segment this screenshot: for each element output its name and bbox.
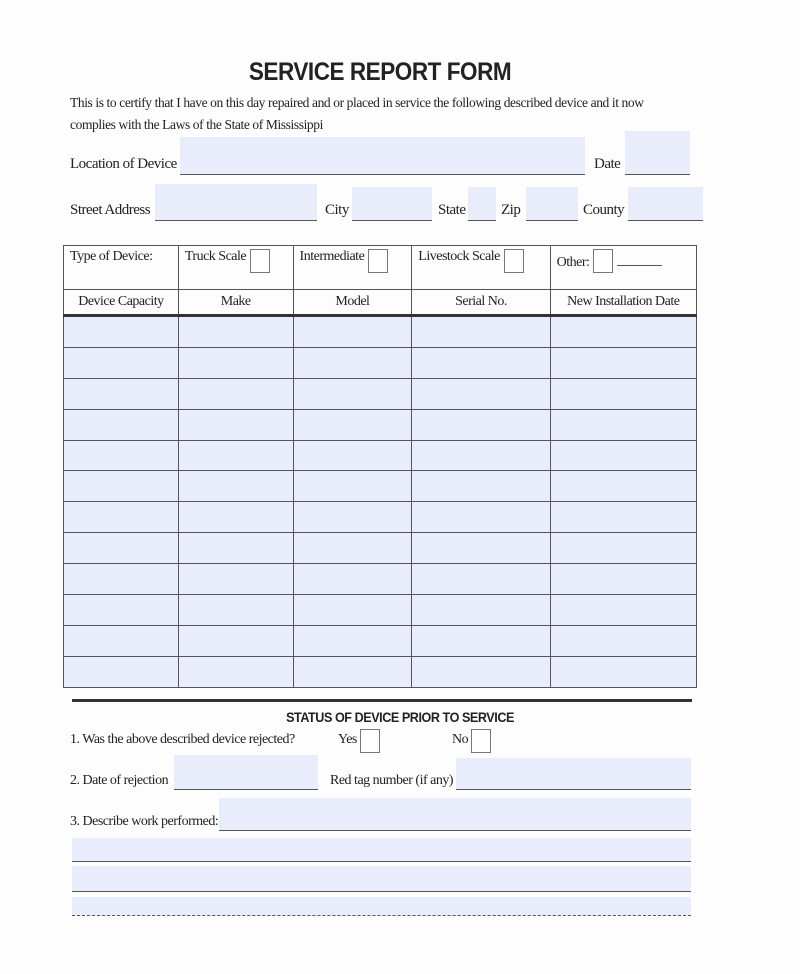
table-cell[interactable] [550,595,696,626]
table-row [64,440,697,471]
table-cell[interactable] [178,502,293,533]
intro-line-1: This is to certify that I have on this day repaired and or placed in service the following described device and it now [70,95,644,110]
table-cell[interactable] [550,533,696,564]
table-cell[interactable] [550,471,696,502]
table-cell[interactable] [412,533,550,564]
device-table [63,245,697,688]
status-heading: STATUS OF DEVICE PRIOR TO SERVICE [286,709,514,725]
table-row [64,471,697,502]
table-cell[interactable] [178,625,293,656]
table-cell[interactable] [178,533,293,564]
table-cell[interactable] [64,471,179,502]
table-cell[interactable] [64,378,179,409]
table-cell[interactable] [293,409,412,440]
red-tag-label: Red tag number (if any) [330,773,454,788]
work-performed-input-2[interactable] [72,838,691,862]
table-cell[interactable] [64,656,179,687]
table-cell[interactable] [64,595,179,626]
table-cell[interactable] [293,656,412,687]
table-row [64,595,697,626]
rejection-date-input[interactable] [174,755,318,790]
table-cell[interactable] [412,625,550,656]
county-input[interactable] [628,187,703,221]
street-label: Street Address [70,202,151,218]
table-row [64,625,697,656]
no-label: No [452,732,469,747]
intro-line-2: complies with the Laws of the State of Mississippi [70,117,323,132]
location-input[interactable] [180,137,585,175]
yes-checkbox[interactable] [360,729,380,753]
table-cell[interactable] [550,656,696,687]
table-cell[interactable] [178,564,293,595]
table-cell[interactable] [293,347,412,378]
q3-label: 3. Describe work performed: [70,814,219,829]
table-cell[interactable] [64,564,179,595]
table-cell[interactable] [412,502,550,533]
table-cell[interactable] [64,440,179,471]
table-cell[interactable] [178,409,293,440]
table-cell[interactable] [64,347,179,378]
page-title: SERVICE REPORT FORM [248,58,512,86]
city-input[interactable] [352,187,432,221]
red-tag-input[interactable] [456,758,691,790]
type-livestock [412,246,550,290]
table-cell[interactable] [550,440,696,471]
q2-label: 2. Date of rejection [70,773,169,788]
date-input[interactable] [625,131,690,175]
table-cell[interactable] [412,564,550,595]
work-performed-input-1[interactable] [219,798,691,831]
state-label: State [438,202,466,218]
table-cell[interactable] [293,595,412,626]
table-row [64,409,697,440]
col-install-date: New Installation Date [550,290,696,316]
col-device-capacity: Device Capacity [64,290,179,316]
type-other [550,246,696,290]
location-label: Location of Device [70,156,177,172]
table-cell[interactable] [64,316,179,348]
table-cell[interactable] [64,409,179,440]
no-checkbox[interactable] [471,729,491,753]
table-row [64,347,697,378]
table-cell[interactable] [64,502,179,533]
table-cell[interactable] [178,347,293,378]
table-cell[interactable] [550,316,696,348]
table-row [64,378,697,409]
table-cell[interactable] [293,502,412,533]
col-serial: Serial No. [412,290,550,316]
zip-label: Zip [501,202,521,218]
county-label: County [583,202,625,218]
table-cell[interactable] [412,409,550,440]
table-cell[interactable] [178,440,293,471]
table-cell[interactable] [293,440,412,471]
zip-input[interactable] [526,187,578,221]
table-row [64,316,697,348]
table-cell[interactable] [412,316,550,348]
livestock-label: Livestock Scale [418,249,500,264]
table-cell[interactable] [412,347,550,378]
table-cell[interactable] [293,625,412,656]
table-row [64,656,697,687]
intermediate-checkbox[interactable] [368,249,388,273]
col-make: Make [178,290,293,316]
table-cell[interactable] [293,471,412,502]
table-cell[interactable] [550,378,696,409]
table-cell[interactable] [550,502,696,533]
type-intermediate [293,246,412,290]
table-cell[interactable] [178,471,293,502]
table-cell[interactable] [293,316,412,348]
table-cell[interactable] [178,595,293,626]
state-input[interactable] [468,187,496,221]
table-cell[interactable] [293,533,412,564]
other-input[interactable] [617,249,662,266]
work-performed-input-4[interactable] [72,897,691,916]
other-label: Other: [556,255,590,270]
device-type-label: Type of Device: [64,246,179,290]
table-cell[interactable] [178,378,293,409]
table-cell[interactable] [550,625,696,656]
table-row [64,533,697,564]
table-cell[interactable] [412,440,550,471]
section-divider [72,699,692,702]
col-model: Model [293,290,412,316]
table-cell[interactable] [293,564,412,595]
table-cell[interactable] [64,533,179,564]
table-cell[interactable] [412,656,550,687]
livestock-checkbox[interactable] [504,249,524,273]
table-cell[interactable] [64,625,179,656]
street-input[interactable] [155,184,317,221]
table-cell[interactable] [412,595,550,626]
table-cell[interactable] [550,347,696,378]
truck-scale-checkbox[interactable] [250,249,270,273]
other-checkbox[interactable] [593,249,613,273]
table-cell[interactable] [178,316,293,348]
table-row [64,564,697,595]
date-label: Date [594,156,621,172]
work-performed-input-3[interactable] [72,866,691,892]
table-cell[interactable] [412,471,550,502]
table-cell[interactable] [293,378,412,409]
table-row [64,502,697,533]
table-cell[interactable] [178,656,293,687]
type-truck-scale [178,246,293,290]
truck-scale-label: Truck Scale [184,249,247,264]
intermediate-label: Intermediate [299,249,365,264]
table-cell[interactable] [550,409,696,440]
table-cell[interactable] [412,378,550,409]
table-cell[interactable] [550,564,696,595]
city-label: City [325,202,349,218]
q1-label: 1. Was the above described device rejected? [70,732,295,747]
yes-label: Yes [338,732,357,747]
